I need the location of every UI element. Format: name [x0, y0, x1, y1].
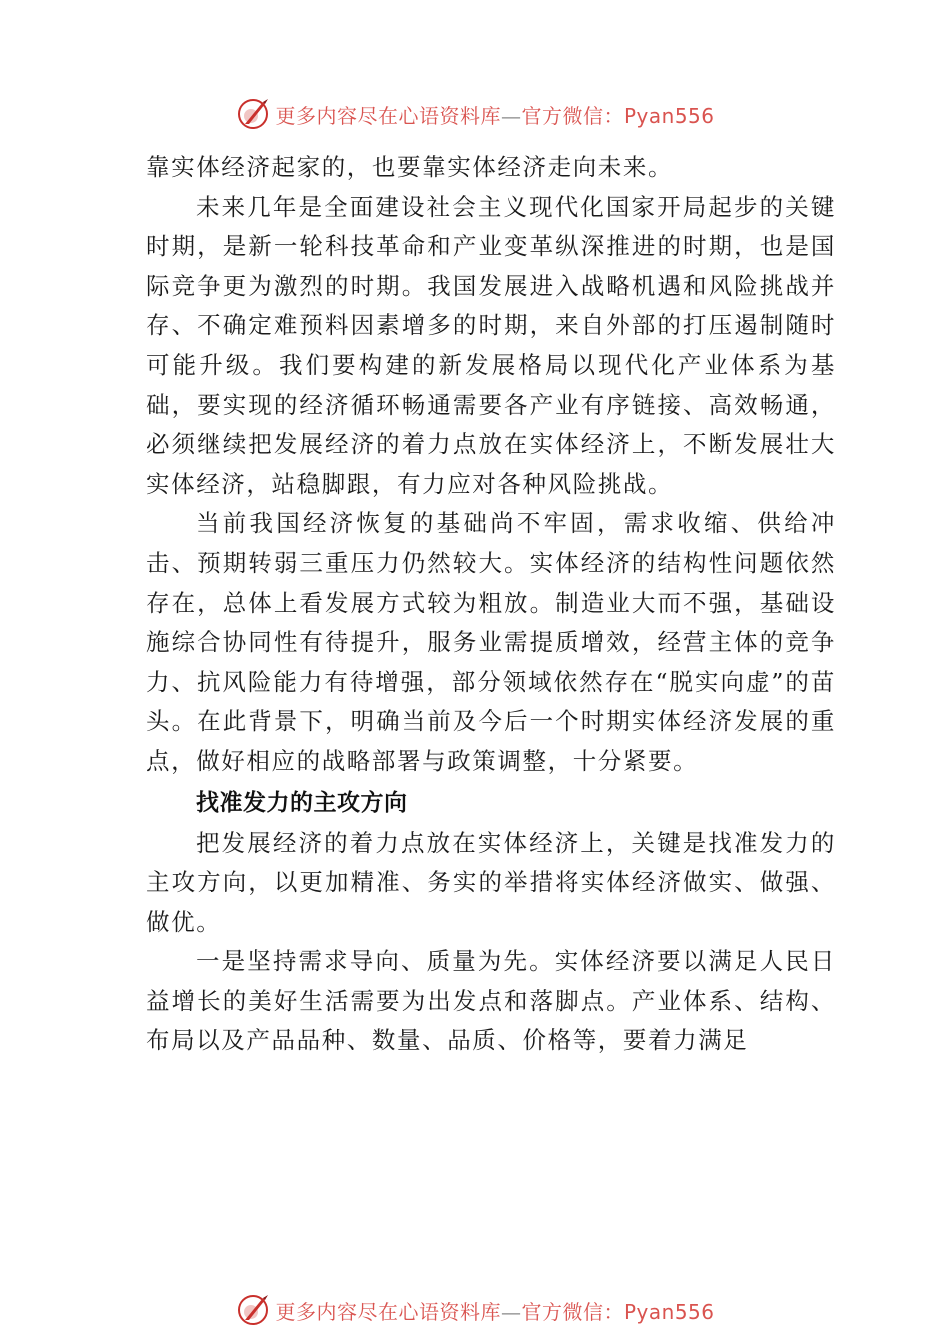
promo-line [275, 100, 714, 129]
section-heading: 找准发力的主攻方向 [196, 789, 408, 816]
wechat-id: Pyan556 [623, 1299, 715, 1324]
document-body [146, 148, 836, 1061]
promo-text: 更多内容尽在心语资料库 [275, 1299, 501, 1324]
footer-banner [0, 1290, 950, 1330]
paragraph-2: 未来几年是全面建设社会主义现代化国家开局起步的关键时期，是新一轮科技革命和产业变革纵深推进的时期，也是国际竞争更为激烈的时期。我国发展进入战略机遇和风险挑战并存、不确定难预料因素增多的时期，来自外部的打压遏制随时可能升级。我们要构建的新发展格局以现代化产业体系为基础，要实现的经济循环畅通需要各产业有序链接、高效畅通，必须继续把发展经济的着力点放在实体经济上，不断发展壮大实体经济，站稳脚跟，有力应对各种风险挑战。 [146, 192, 836, 498]
paragraph-5: 一是坚持需求导向、质量为先。实体经济要以满足人民日益增长的美好生活需要为出发点和落脚点。产业体系、结构、布局以及产品品种、数量、品质、价格等，要着力满足 [146, 947, 836, 1055]
promo-dash: — [500, 1299, 522, 1324]
promo-text: 更多内容尽在心语资料库 [275, 103, 501, 128]
paragraph-4: 把发展经济的着力点放在实体经济上，关键是找准发力的主攻方向，以更加精准、务实的举措将实体经济做实、做强、做优。 [146, 828, 836, 936]
wechat-label: 官方微信： [521, 103, 624, 128]
header-banner [0, 94, 950, 134]
paragraph-1: 靠实体经济起家的，也要靠实体经济走向未来。 [146, 153, 674, 181]
promo-dash: — [500, 103, 522, 128]
promo-line [275, 1296, 714, 1325]
wechat-label: 官方微信： [521, 1299, 624, 1324]
paragraph-3: 当前我国经济恢复的基础尚不牢固，需求收缩、供给冲击、预期转弱三重压力仍然较大。实体经济的结构性问题依然存在，总体上看发展方式较为粗放。制造业大而不强，基础设施综合协同性有待提升，服务业需提质增效，经营主体的竞争力、抗风险能力有待增强，部分领域依然存在“脱实向虚”的苗头。在此背景下，明确当前及今后一个时期实体经济发展的重点，做好相应的战略部署与政策调整，十分紧要。 [146, 509, 836, 775]
wechat-id: Pyan556 [623, 103, 715, 128]
quill-logo-icon [235, 1292, 271, 1328]
quill-logo-icon [235, 96, 271, 132]
